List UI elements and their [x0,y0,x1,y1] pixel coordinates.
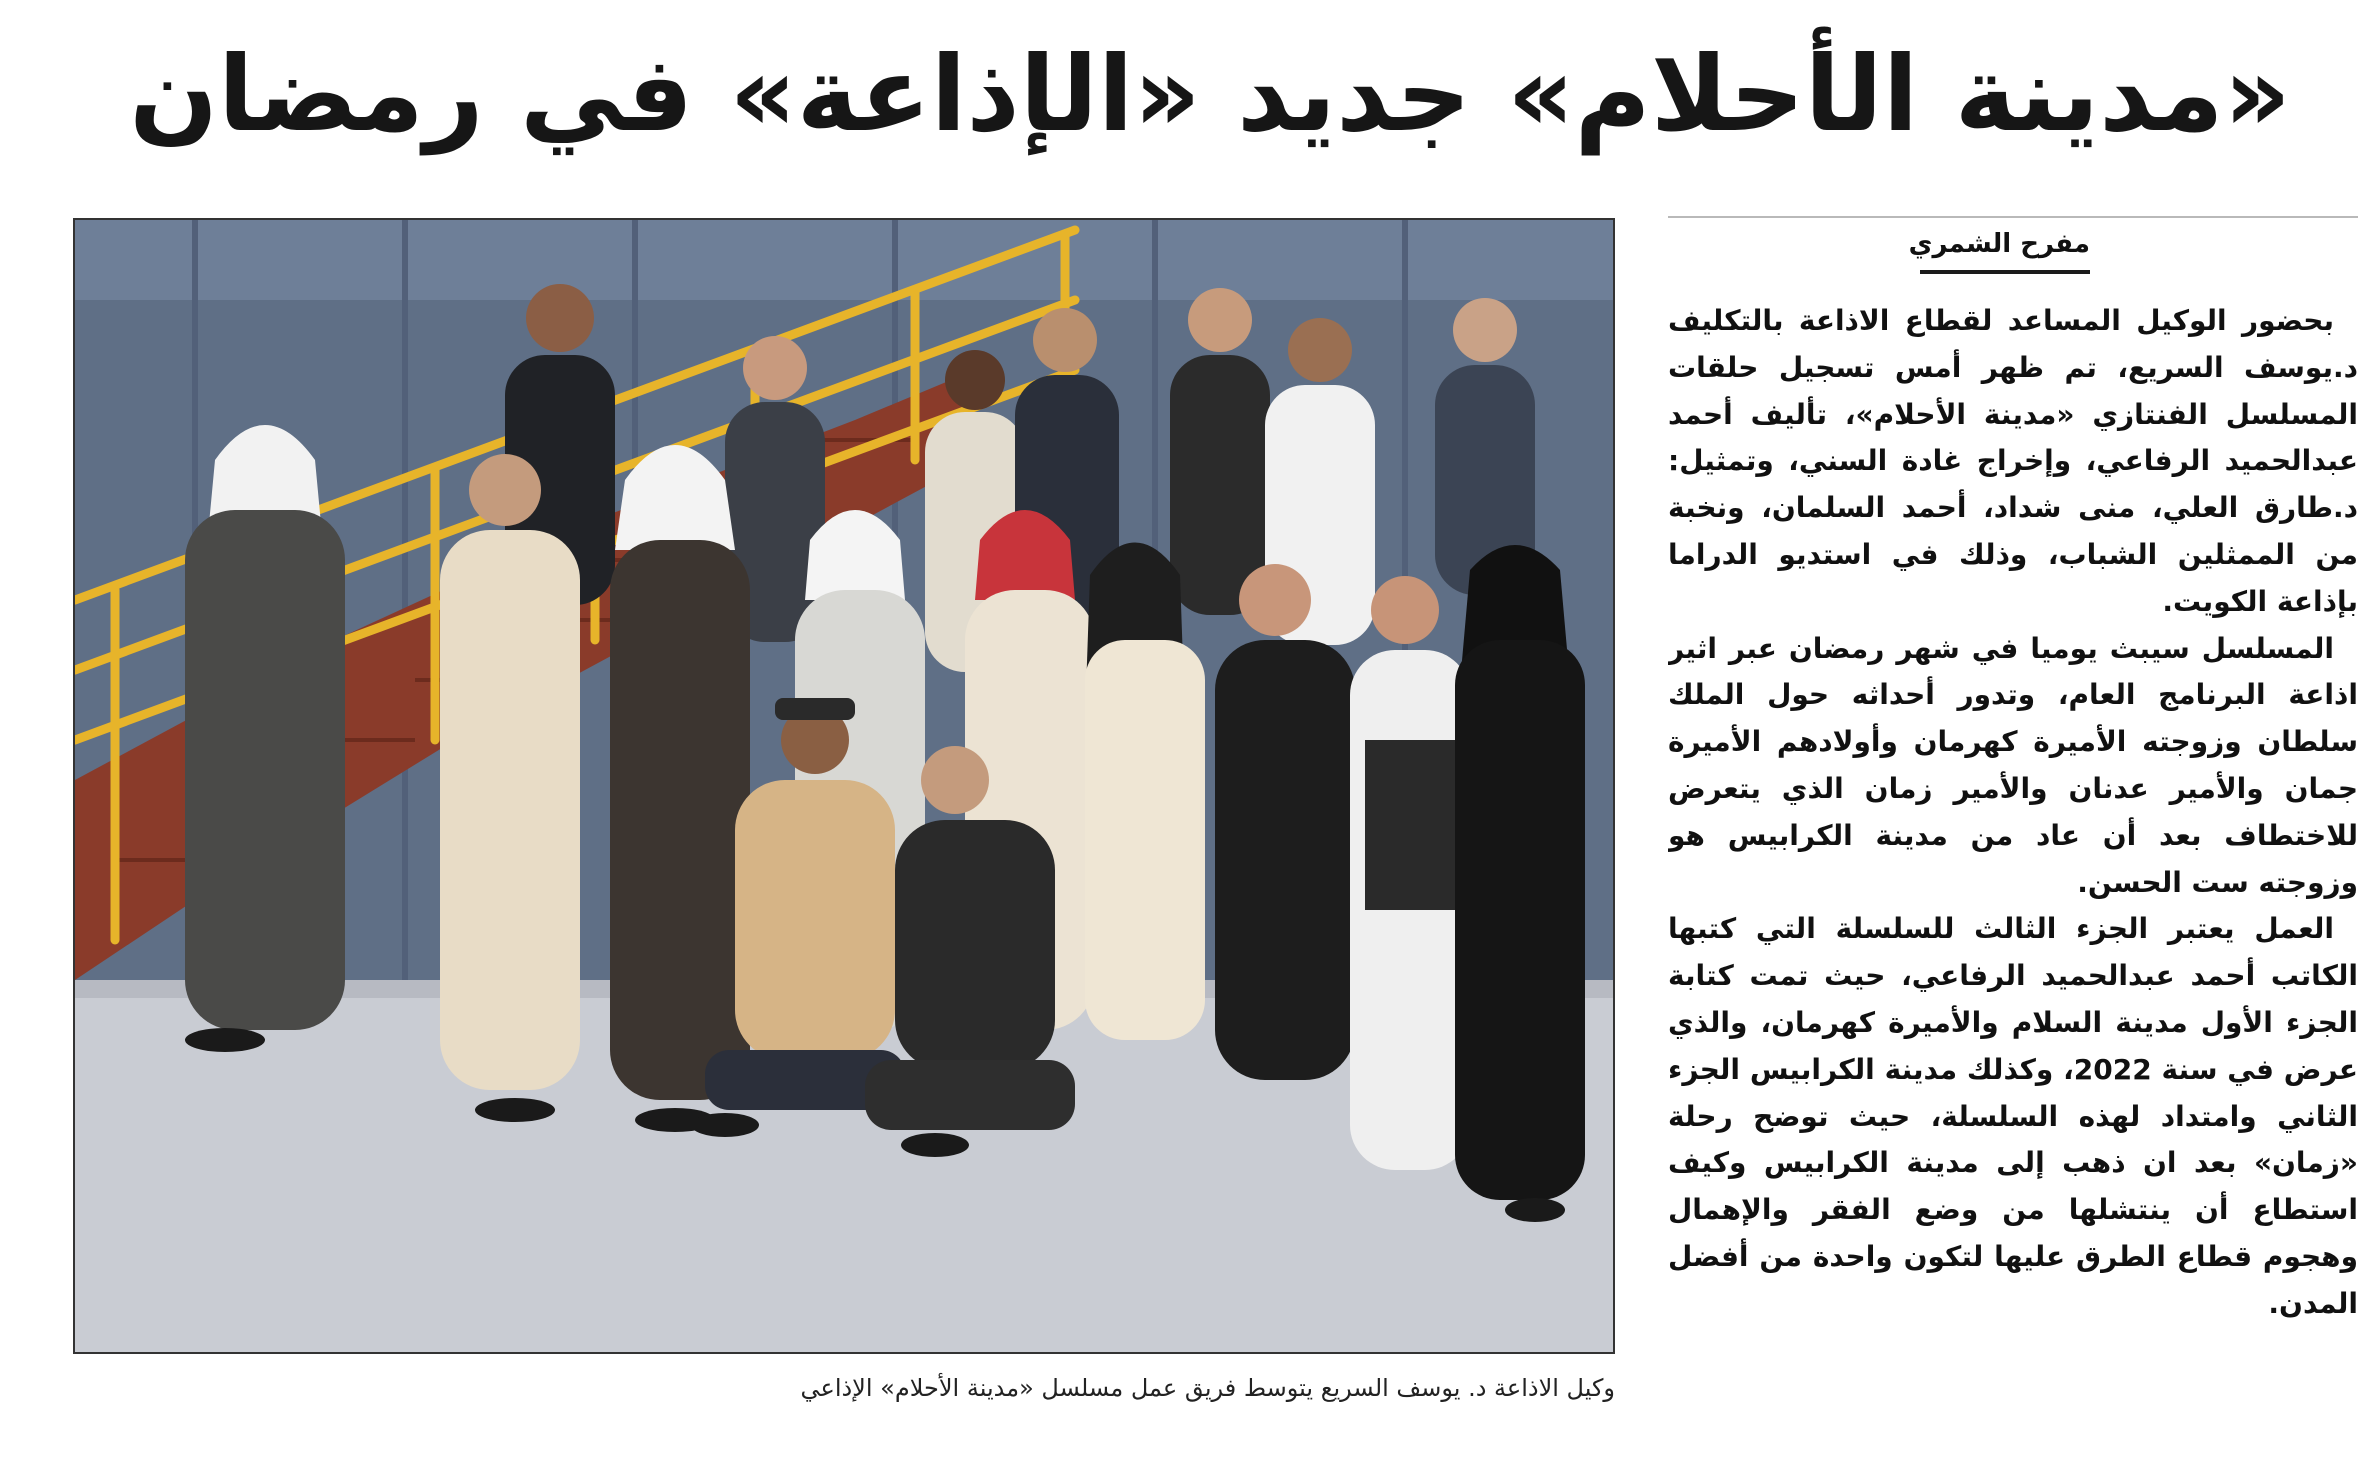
column-top-rule [1668,216,2358,218]
article-paragraph: العمل يعتبر الجزء الثالث للسلسلة التي كتبها الكاتب أحمد عبدالحميد الرفاعي، حيث تمت كتابة الجزء الأول مدينة السلام والأميرة كهرمان، والذي عرض في سنة 2022، وكذلك مدينة الكرابيس الجزء الثاني وامتداد لهذه السلسلة، حيث توضح رحلة «زمان» بعد ان ذهب إلى مدينة الكرابيس وكيف استطاع أن ينتشلها من وضع الفقر والإهمال وهجوم قطاع الطرق عليها لتكون واحدة من أفضل المدن. [1668,912,2358,1320]
article-paragraph: المسلسل سيبث يوميا في شهر رمضان عبر اثير اذاعة البرنامج العام، وتدور أحداثه حول الملك سلطان وزوجته الأميرة كهرمان وأولادهم الأميرة جمان والأمير عدنان والأمير زمان الذي يتعرض للاختطاف بعد أن عاد من مدينة الكرابيس هو وزوجته ست الحسن. [1668,631,2358,899]
article-paragraph: بحضور الوكيل المساعد لقطاع الاذاعة بالتكليف د.يوسف السريع، تم ظهر أمس تسجيل حلقات المسلسل الفنتازي «مدينة الأحلام»، تأليف أحمد عبدالحميد الرفاعي، وإخراج غادة السني، وتمثيل: د.طارق العلي، منى شداد، أحمد السلمان، ونخبة من الممثلين الشباب، وذلك في استديو الدراما بإذاعة الكويت. [1668,304,2358,618]
byline: مفرح الشمري [1920,224,2090,274]
photo-caption: وكيل الاذاعة د. يوسف السريع يتوسط فريق عمل مسلسل «مدينة الأحلام» الإذاعي [800,1374,1615,1402]
group-photo [73,218,1615,1354]
article-body [1668,298,2358,1418]
headline: «مدينة الأحلام» جديد «الإذاعة» في رمضان [129,33,2291,155]
